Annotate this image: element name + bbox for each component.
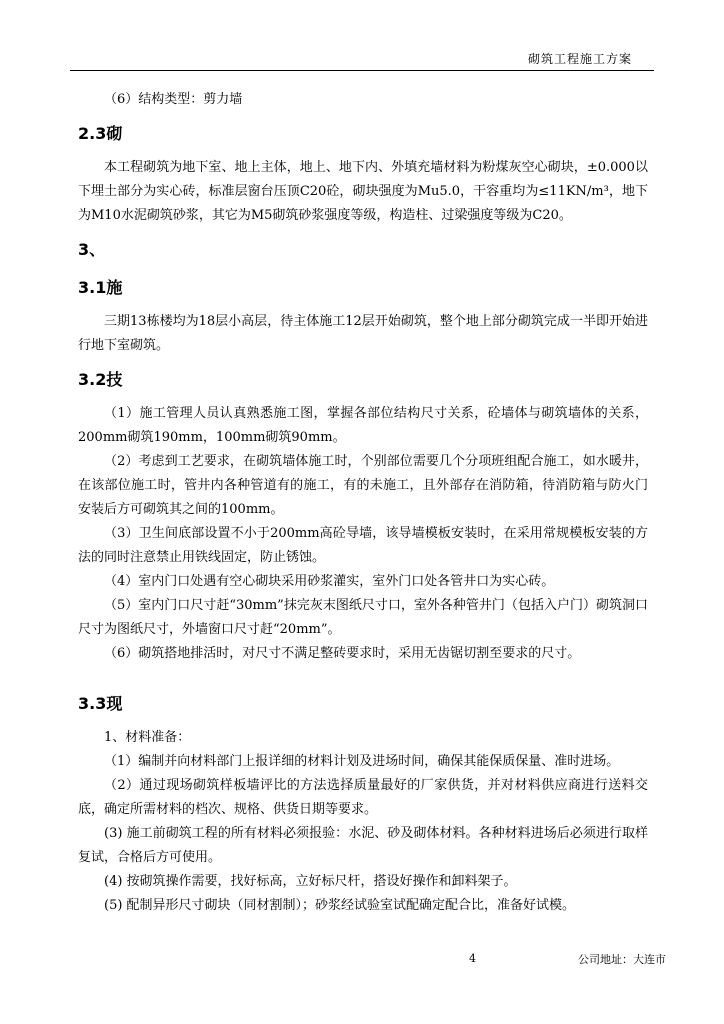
heading-3-1: 3.1施: [78, 278, 123, 297]
header-title: 砌筑工程施工方案: [527, 52, 632, 66]
paragraph-3-3-item-2: （2）通过现场砌筑样板墙评比的方法选择质量最好的厂家供货，并对材料供应商进行送料交底，确定所需材料的档次、规格、供货日期等要求。: [78, 778, 648, 817]
structure-type-line: （6）结构类型：剪力墙: [104, 92, 243, 107]
paragraph-3-3-item-4: (4) 按砌筑操作需要，找好标高，立好标尺杆，搭设好操作和卸料架子。: [104, 874, 517, 889]
header-rule: [70, 70, 654, 71]
paragraph-3-3-item-5: (5) 配制异形尺寸砌块（同材割制）；砂浆经试验室试配确定配合比，准备好试模。: [104, 898, 576, 913]
heading-3-3: 3.3现: [78, 694, 123, 713]
paragraph-3-2-item-1: （1）施工管理人员认真熟悉施工图，掌握各部位结构尺寸关系，砼墙体与砌筑墙体的关系， 200mm砌筑190mm，100mm砌筑90mm。: [78, 406, 648, 445]
heading-3: 3、: [78, 240, 106, 259]
paragraph-3-2-item-5: （5）室内门口尺寸赶“30mm”抹完灰末图纸尺寸口，室外各种管井门（包括入户门）砌筑洞口尺寸为图纸尺寸，外墙窗口尺寸赶“20mm”。: [78, 598, 648, 637]
paragraph-2-3: 本工程砌筑为地下室、地上主体，地上、地下内、外填充墙材料为粉煤灰空心砌块，±0.000以下埋土部分为实心砖，标准层窗台压顶C20砼，砌块强度为Mu5.0，干容重均为≤11KN/m³，地下为M10水泥砌筑砂浆，其它为M5砌筑砂浆强度等级，构造柱、过梁强度等级为C20。: [78, 160, 648, 223]
document-body: [78, 88, 648, 918]
materials-heading: 1、材料准备：: [104, 730, 191, 745]
paragraph-3-3-item-3: (3) 施工前砌筑工程的所有材料必须报验：水泥、砂及砌体材料。各种材料进场后必须进行取样复试，合格后方可使用。: [78, 826, 648, 865]
paragraph-3-2-item-2: （2）考虑到工艺要求，在砌筑墙体施工时，个别部位需要几个分项班组配合施工，如水暖井，在该部位施工时，管井内各种管道有的施工，有的未施工，且外部存在消防箱，待消防箱与防火门安装后方可砌筑其之间的100mm。: [78, 454, 648, 517]
paragraph-3-1: 三期13栋楼均为18层小高层，待主体施工12层开始砌筑，整个地上部分砌筑完成一半即开始进行地下室砌筑。: [78, 314, 648, 353]
paragraph-3-3-item-1: （1）编制并向材料部门上报详细的材料计划及进场时间，确保其能保质保量、准时进场。: [104, 754, 620, 769]
heading-2-3: 2.3砌: [78, 124, 123, 143]
page-number: 4: [469, 952, 476, 965]
company-address: 公司地址：大连市: [578, 953, 666, 966]
paragraph-3-2-item-6: （6）砌筑搭地排活时，对尺寸不满足整砖要求时，采用无齿锯切割至要求的尺寸。: [104, 646, 581, 661]
paragraph-3-2-item-3: （3）卫生间底部设置不小于200mm高砼导墙，该导墙模板安装时，在采用常规模板安装的方法的同时注意禁止用铁线固定，防止锈蚀。: [78, 526, 648, 565]
heading-3-2: 3.2技: [78, 370, 123, 389]
paragraph-3-2-item-4: （4）室内门口处遇有空心砌块采用砂浆灌实，室外门口处各管井口为实心砖。: [104, 574, 555, 589]
